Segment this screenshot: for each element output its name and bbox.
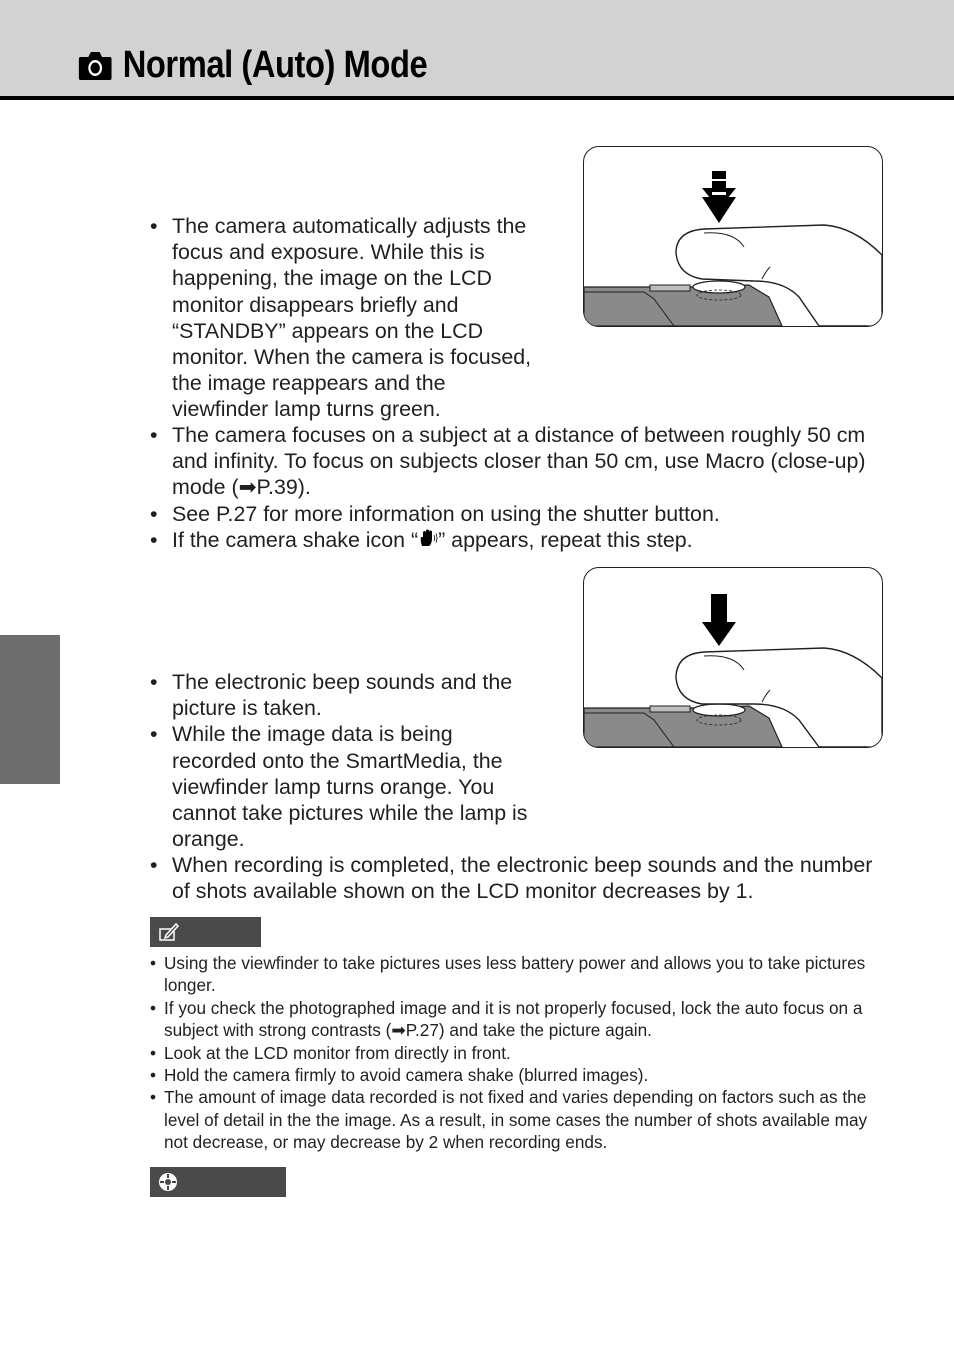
list-item: • Look at the LCD monitor from directly in front. xyxy=(150,1042,870,1064)
list-item xyxy=(150,527,880,554)
list-item: • When recording is completed, the electronic beep sounds and the number of shots available shown on the LCD monitor decreases by 1. xyxy=(150,852,880,904)
half-press-illustration xyxy=(583,146,883,327)
shake-text-before: If the camera shake icon “ xyxy=(172,527,419,552)
shake-text-after: ” appears, repeat this step. xyxy=(438,527,693,552)
full-press-arrow-icon xyxy=(702,594,736,646)
chapter-tab xyxy=(0,635,60,784)
list-item: • The amount of image data recorded is not fixed and varies depending on factors such as the level of detail in the the image. As a result, in some cases the number of shots available may not decrease, or may decrease by 2 when recording ends. xyxy=(150,1086,870,1153)
pencil-note-icon xyxy=(158,921,180,943)
list-item: • If you check the photographed image and it is not properly focused, lock the auto focus on a subject with strong contrasts (➡P.27) and take the picture again. xyxy=(150,997,870,1042)
title-text: Normal (Auto) Mode xyxy=(122,43,428,86)
camera-shake-hand-icon xyxy=(418,528,438,554)
list-item: • While the image data is being recorded onto the SmartMedia, the viewfinder lamp turns orange. You cannot take pictures while the lamp is orange. xyxy=(150,721,542,852)
list-item: • See P.27 for more information on using the shutter button. xyxy=(150,501,880,527)
full-press-illustration xyxy=(583,567,883,748)
list-item: • The camera focuses on a subject at a distance of between roughly 50 cm and infinity. To focus on subjects closer than 50 cm, use Macro (close-up) mode (➡P.39). xyxy=(150,422,880,501)
list-item: • Using the viewfinder to take pictures uses less battery power and allows you to take pictures longer. xyxy=(150,952,870,997)
note-label-bar xyxy=(150,917,261,947)
list-item: • The electronic beep sounds and the picture is taken. xyxy=(150,669,542,721)
half-press-arrow-icon xyxy=(702,171,736,223)
notes-list xyxy=(150,952,870,1154)
step2-bullets-narrow xyxy=(150,669,542,852)
page-header xyxy=(0,0,954,100)
list-item: • Hold the camera firmly to avoid camera shake (blurred images). xyxy=(150,1064,870,1086)
page-title xyxy=(78,40,427,90)
lightbulb-icon xyxy=(157,1171,179,1193)
step1-bullets-wide xyxy=(150,422,880,554)
tip-label-bar xyxy=(150,1167,286,1197)
list-item: • The camera automatically adjusts the focus and exposure. While this is happening, the image on the LCD monitor disappears briefly and “STANDBY” appears on the LCD monitor. When the camera is focused, the image reappears and the viewfinder lamp turns green. xyxy=(150,213,542,423)
camera-icon xyxy=(78,49,112,81)
step2-bullets-wide xyxy=(150,852,880,904)
step1-bullets-narrow xyxy=(150,213,542,423)
